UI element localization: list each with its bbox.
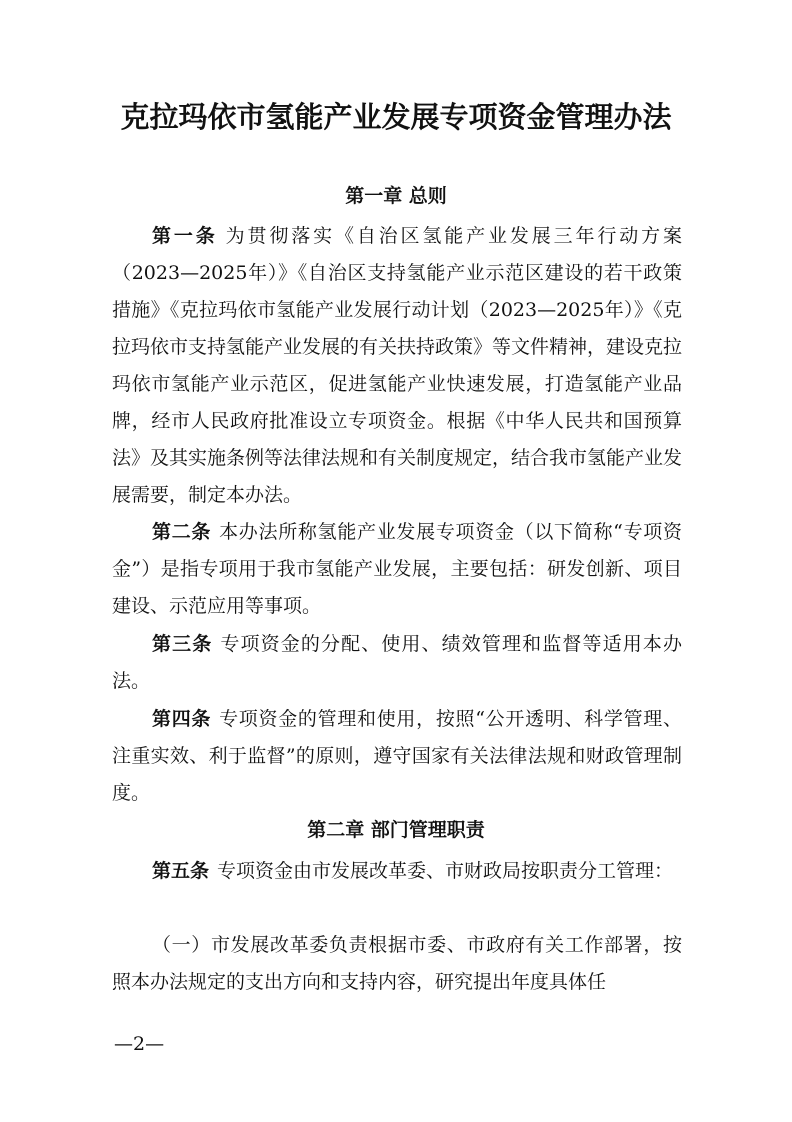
article-2 xyxy=(112,514,682,625)
chapter-heading-2: 第二章 部门管理职责 xyxy=(307,819,485,841)
article-1 xyxy=(112,218,682,514)
article-text: 为贯彻落实《自治区氢能产业发展三年行动方案（2023—2025年）》《自治区支持氢能产业示范区建设的若干政策措施》《克拉玛依市氢能产业发展行动计划（2023—2025年）》《克拉玛依市支持氢能产业发展的有关扶持政策》等文件精神，建设克拉玛依市氢能产业示范区，促进氢能产业快速发展，打造氢能产业品牌，经市人民政府批准设立专项资金。根据《中华人民共和国预算法》及其实施条例等法律法规和有关制度规定，结合我市氢能产业发展需要，制定本办法。 xyxy=(112,225,683,506)
document-title: 克拉玛依市氢能产业发展专项资金管理办法 xyxy=(120,100,672,134)
article-text: 本办法所称氢能产业发展专项资金（以下简称“专项资金”）是指专项用于我市氢能产业发展，主要包括：研发创新、项目建设、示范应用等事项。 xyxy=(112,521,682,617)
article-label: 第五条 xyxy=(152,860,210,882)
article-text: 专项资金的分配、使用、绩效管理和监督等适用本办法。 xyxy=(112,633,682,692)
chapter-heading-1: 第一章 总则 xyxy=(345,185,447,207)
article-3 xyxy=(112,626,682,700)
article-label: 第一条 xyxy=(152,225,218,247)
article-label: 第二条 xyxy=(152,521,212,543)
page-number: —2— xyxy=(114,1033,165,1055)
article-text: 专项资金的管理和使用，按照“公开透明、科学管理、注重实效、利于监督”的原则，遵守国家有关法律法规和财政管理制度。 xyxy=(112,708,682,804)
article-label: 第四条 xyxy=(152,708,212,730)
article-4 xyxy=(112,701,682,812)
article-label: 第三条 xyxy=(152,633,213,655)
list-item-1: （一）市发展改革委负责根据市委、市政府有关工作部署，按照本办法规定的支出方向和支持内容，研究提出年度具体任 xyxy=(112,934,682,993)
article-text: 专项资金由市发展改革委、市财政局按职责分工管理： xyxy=(217,860,674,882)
article-5 xyxy=(112,853,682,890)
